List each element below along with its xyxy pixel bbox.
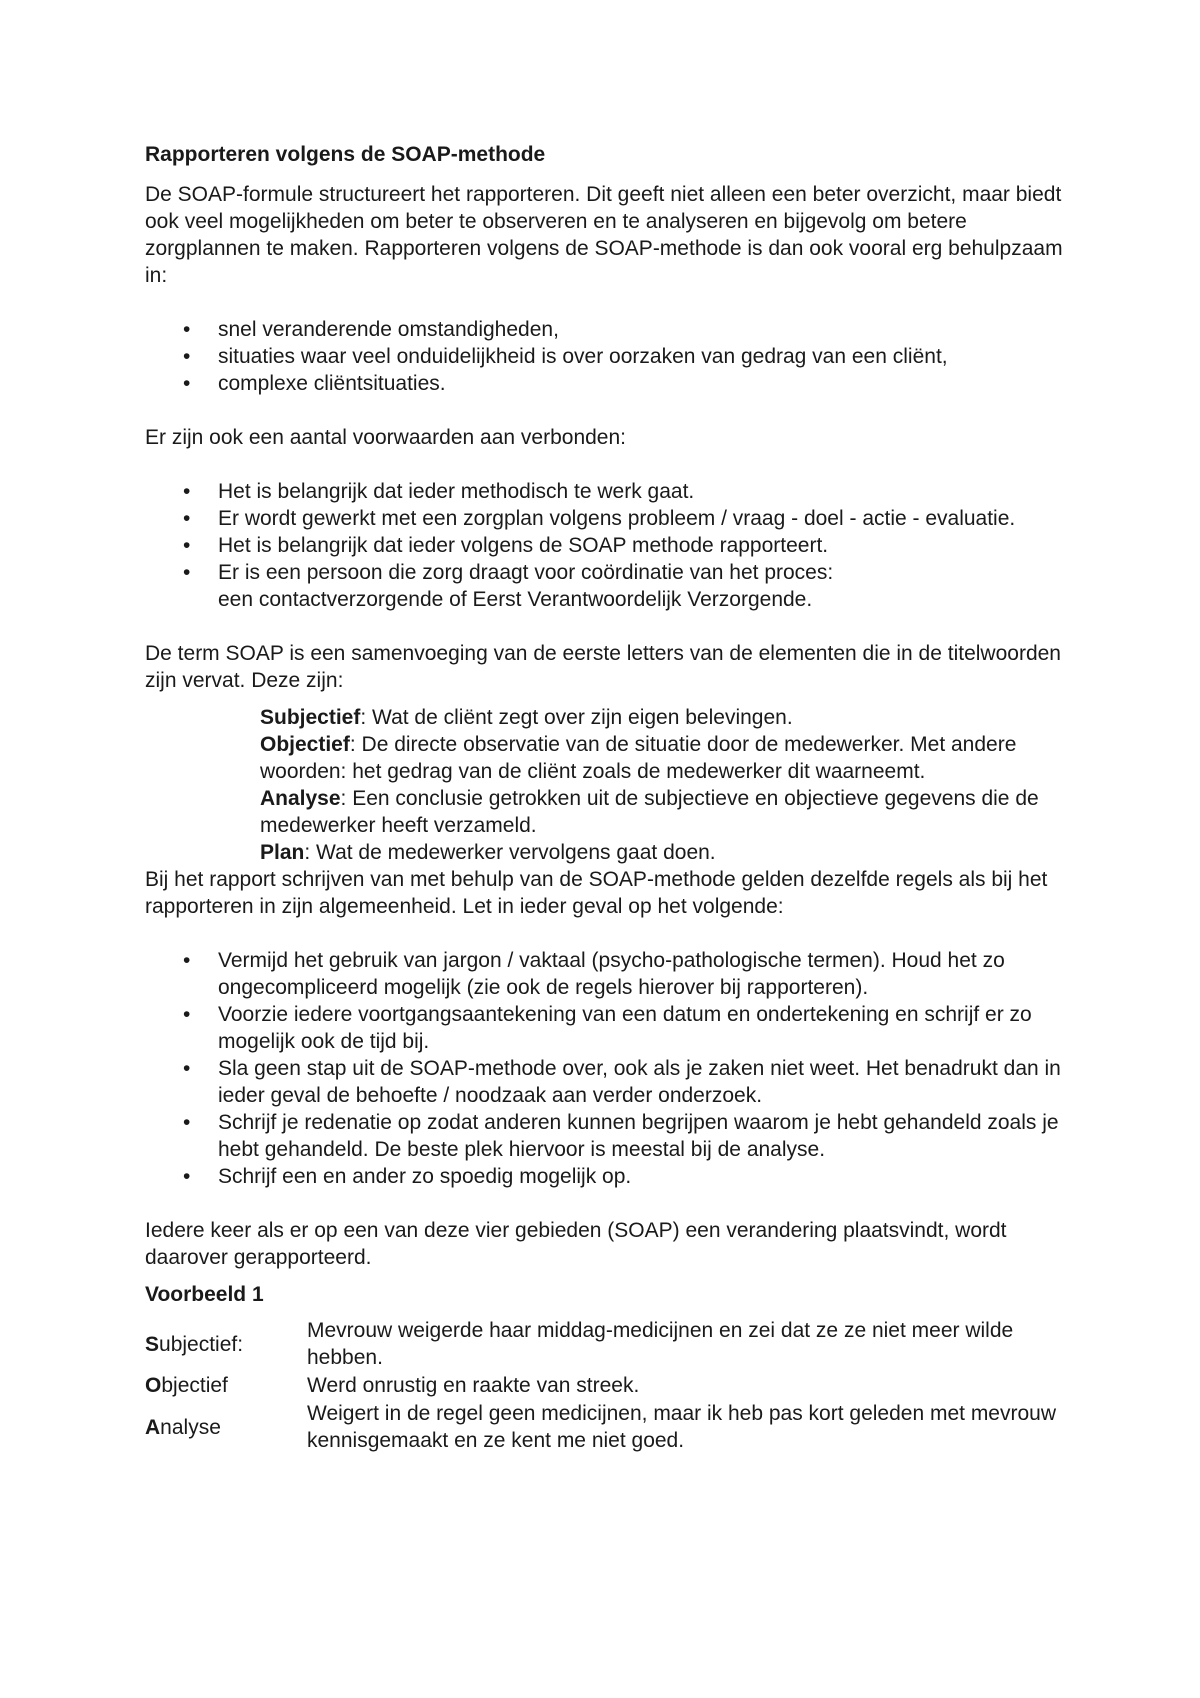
list-item: • snel veranderende omstandigheden, (183, 318, 559, 341)
bullet-icon: • (183, 1165, 191, 1188)
bullet-icon: • (183, 480, 191, 503)
list-item: • situaties waar veel onduidelijkheid is over oorzaken van gedrag van een cliënt, (183, 345, 948, 368)
example-table (145, 1317, 1075, 1454)
example-label: A nalyse (145, 1415, 221, 1439)
soap-definitions (145, 704, 1075, 866)
term-intro: De term SOAP is een samenvoeging van de eerste letters van de elementen die in de titelwoorden zijn vervat. Deze zijn: (145, 642, 1061, 692)
rules-intro: Bij het rapport schrijven van met behulp van de SOAP-methode gelden dezelfde regels als bij het rapporteren in zijn algemeenheid. Let in ieder geval op het volgende: (145, 868, 1048, 918)
bullet-icon: • (183, 561, 191, 584)
closing-paragraph: Iedere keer als er op een van deze vier gebieden (SOAP) een verandering plaatsvindt, wordt daarover gerapporteerd. (145, 1219, 1007, 1269)
list-item: • Voorzie iedere voortgangsaantekening van een datum en ondertekening en schrijf er zo mogelijk ook de tijd bij. (183, 1003, 1032, 1053)
example-row-analyse (145, 1400, 1075, 1454)
intro-paragraph: De SOAP-formule structureert het rapporteren. Dit geeft niet alleen een beter overzicht, maar biedt ook veel mogelijkheden om beter te observeren en te analyseren en bijgevolg om betere zorgplannen te maken. Rapporteren volgens de SOAP-methode is dan ook vooral erg behulpzaam in: (145, 183, 1063, 287)
definition-subjectief: Subjectief: Wat de cliënt zegt over zijn eigen belevingen. (260, 706, 793, 729)
list-item: • Vermijd het gebruik van jargon / vaktaal (psycho-pathologische termen). Houd het zo ongecompliceerd mogelijk (zie ook de regels hierover bij rapporteren). (183, 949, 1005, 999)
bullet-icon: • (183, 1057, 191, 1080)
conditions-list (145, 478, 1075, 613)
definition-analyse: Analyse: Een conclusie getrokken uit de subjectieve en objectieve gegevens die de medewerker heeft verzameld. (260, 787, 1039, 837)
example-value: Mevrouw weigerde haar middag-medicijnen en zei dat ze ze niet meer wilde hebben. (307, 1319, 1014, 1369)
example-value: Weigert in de regel geen medicijnen, maar ik heb pas kort geleden met mevrouw kennisgemaakt en ze kent me niet goed. (307, 1402, 1057, 1452)
bullet-icon: • (183, 507, 191, 530)
list-item: • Er is een persoon die zorg draagt voor coördinatie van het proces: een contactverzorgende of Eerst Verantwoordelijk Verzorgende. (183, 561, 834, 611)
conditions-intro: Er zijn ook een aantal voorwaarden aan verbonden: (145, 426, 626, 449)
list-item: • Het is belangrijk dat ieder volgens de SOAP methode rapporteert. (183, 534, 829, 557)
list-item: • Er wordt gewerkt met een zorgplan volgens probleem / vraag - doel - actie - evaluatie. (183, 507, 1016, 530)
bullet-icon: • (183, 534, 191, 557)
list-item: • complexe cliëntsituaties. (183, 372, 446, 395)
example-label: O bjectief (145, 1374, 228, 1397)
example-heading: Voorbeeld 1 (145, 1283, 264, 1306)
document-title: Rapporteren volgens de SOAP-methode (145, 143, 546, 166)
rules-list (145, 947, 1075, 1190)
definition-plan: Plan: Wat de medewerker vervolgens gaat doen. (260, 841, 716, 864)
document-page (145, 141, 1075, 1455)
bullet-icon: • (183, 372, 191, 395)
bullet-icon: • (183, 345, 191, 368)
list-item: • Sla geen stap uit de SOAP-methode over, ook als je zaken niet weet. Het benadrukt dan in ieder geval de behoefte / noodzaak aan verder onderzoek. (183, 1057, 1061, 1107)
example-row-subjectief (145, 1317, 1075, 1371)
definition-objectief: Objectief: De directe observatie van de situatie door de medewerker. Met andere woorden: het gedrag van de cliënt zoals de medewerker dit waarneemt. (260, 733, 1017, 783)
example-row-objectief (145, 1372, 1075, 1399)
list-item: • Schrijf een en ander zo spoedig mogelijk op. (183, 1165, 632, 1188)
list-item: • Het is belangrijk dat ieder methodisch te werk gaat. (183, 480, 695, 503)
example-label: S ubjectief: (145, 1332, 244, 1356)
helpful-list (145, 316, 1075, 397)
bullet-icon: • (183, 1003, 191, 1026)
bullet-icon: • (183, 1111, 191, 1134)
bullet-icon: • (183, 949, 191, 972)
example-value: Werd onrustig en raakte van streek. (307, 1374, 640, 1397)
bullet-icon: • (183, 318, 191, 341)
list-item: • Schrijf je redenatie op zodat anderen kunnen begrijpen waarom je hebt gehandeld zoals je hebt gehandeld. De beste plek hiervoor is meestal bij de analyse. (183, 1111, 1059, 1161)
